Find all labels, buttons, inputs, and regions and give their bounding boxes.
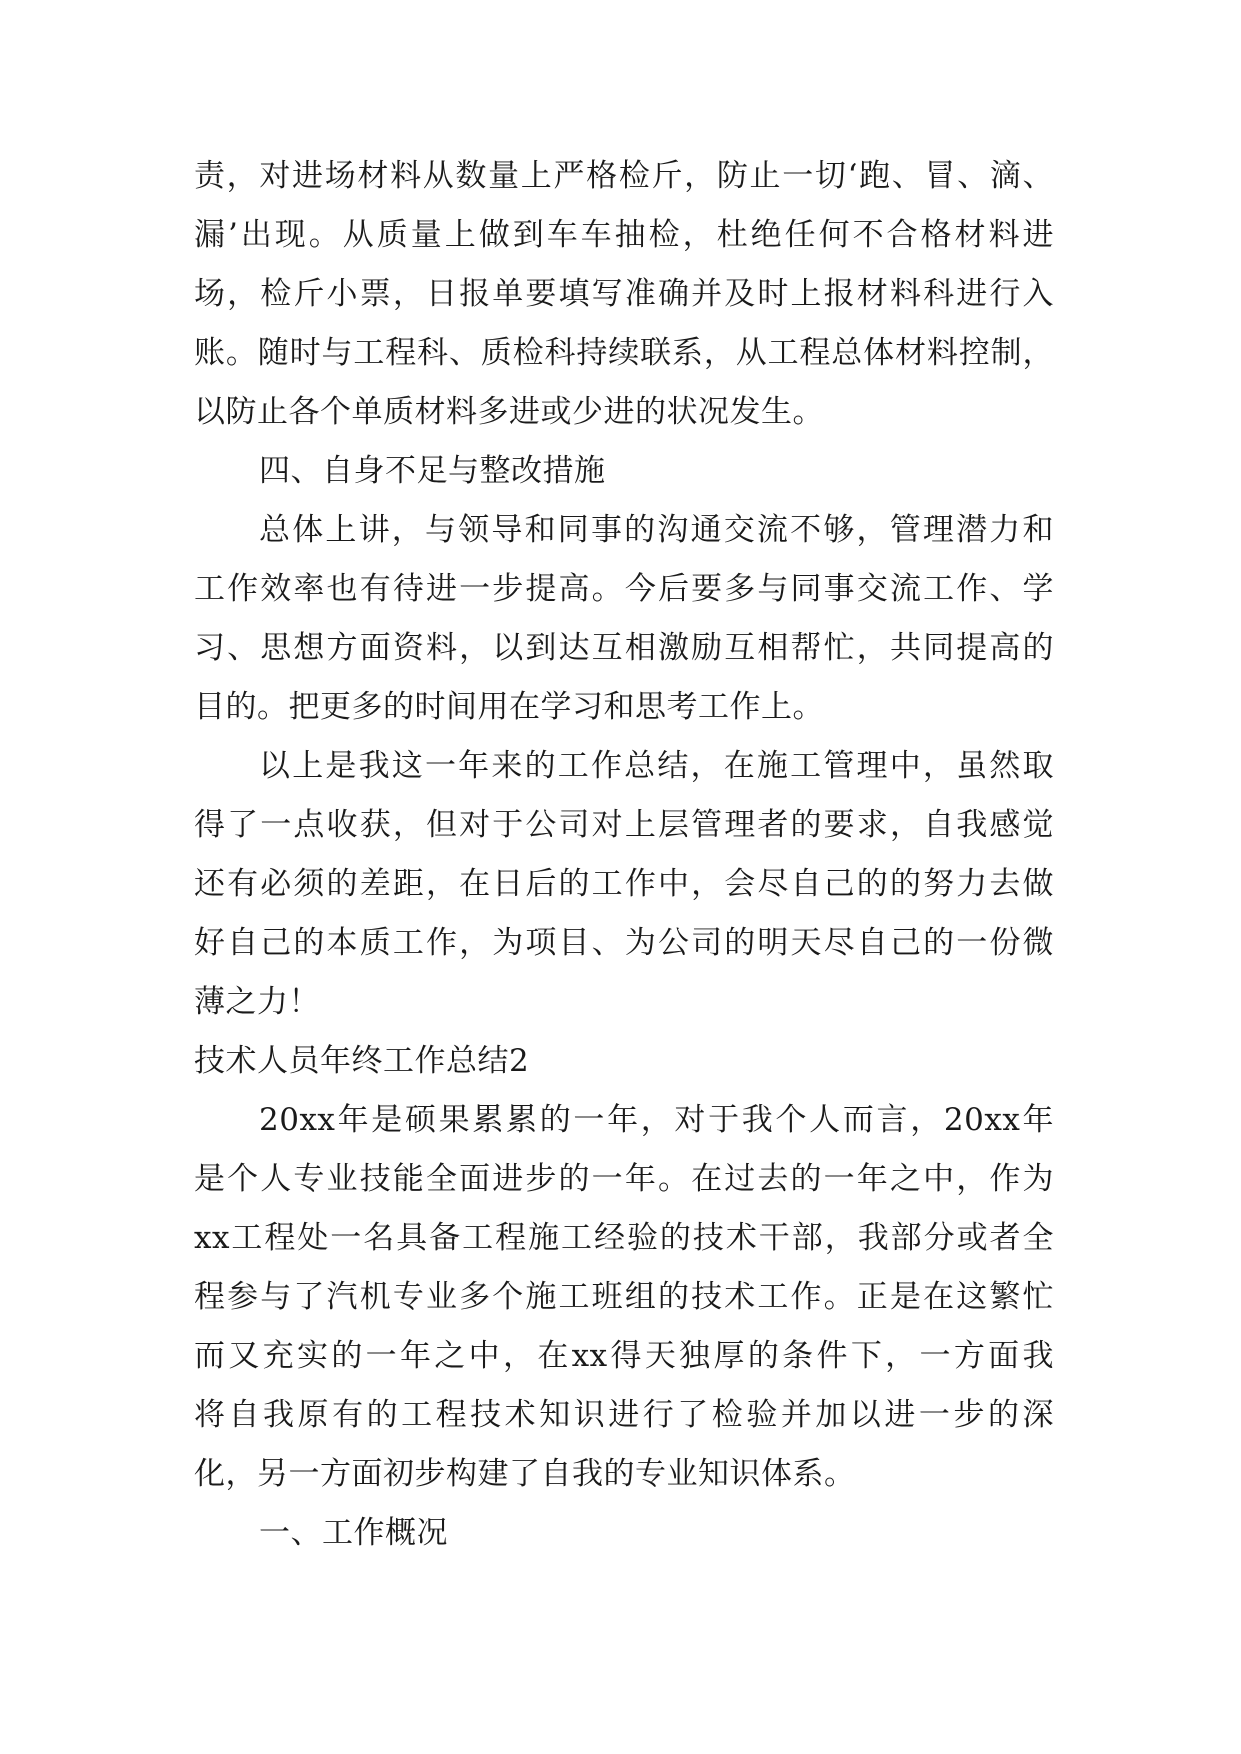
body-line: 场，检斤小票，日报单要填写准确并及时上报材料科进行入: [194, 276, 1054, 312]
body-line: 责，对进场材料从数量上严格检斤，防止一切‘跑、冒、滴、: [194, 158, 1054, 194]
body-line: 得了一点收获，但对于公司对上层管理者的要求，自我感觉: [194, 807, 1054, 843]
body-line: 漏’出现。从质量上做到车车抽检，杜绝任何不合格材料进: [194, 217, 1054, 253]
section-heading: 一、工作概况: [259, 1515, 448, 1551]
body-line: 20xx年是硕果累累的一年，对于我个人而言，20xx年: [259, 1102, 1054, 1138]
body-line: 还有必须的差距，在日后的工作中，会尽自己的的努力去做: [194, 866, 1054, 902]
body-line: 薄之力！: [194, 984, 320, 1020]
body-line: 习、思想方面资料，以到达互相激励互相帮忙，共同提高的: [194, 630, 1054, 666]
section-heading: 四、自身不足与整改措施: [259, 453, 606, 489]
body-line: 好自己的本质工作，为项目、为公司的明天尽自己的一份微: [194, 925, 1054, 961]
body-line: 总体上讲，与领导和同事的沟通交流不够，管理潜力和: [259, 512, 1054, 548]
body-line: 程参与了汽机专业多个施工班组的技术工作。正是在这繁忙: [194, 1279, 1054, 1315]
body-line: 以防止各个单质材料多进或少进的状况发生。: [194, 394, 824, 430]
body-line: 以上是我这一年来的工作总结，在施工管理中，虽然取: [259, 748, 1054, 784]
body-line: 而又充实的一年之中，在xx得天独厚的条件下，一方面我: [194, 1338, 1054, 1374]
body-line: 账。随时与工程科、质检科持续联系，从工程总体材料控制，: [194, 335, 1054, 371]
body-line: 工作效率也有待进一步提高。今后要多与同事交流工作、学: [194, 571, 1054, 607]
body-line: 将自我原有的工程技术知识进行了检验并加以进一步的深: [194, 1397, 1054, 1433]
body-line: xx工程处一名具备工程施工经验的技术干部，我部分或者全: [194, 1220, 1054, 1256]
article-title: 技术人员年终工作总结2: [194, 1043, 530, 1079]
body-line: 目的。把更多的时间用在学习和思考工作上。: [194, 689, 824, 725]
body-line: 是个人专业技能全面进步的一年。在过去的一年之中，作为: [194, 1161, 1054, 1197]
body-line: 化，另一方面初步构建了自我的专业知识体系。: [194, 1456, 856, 1492]
